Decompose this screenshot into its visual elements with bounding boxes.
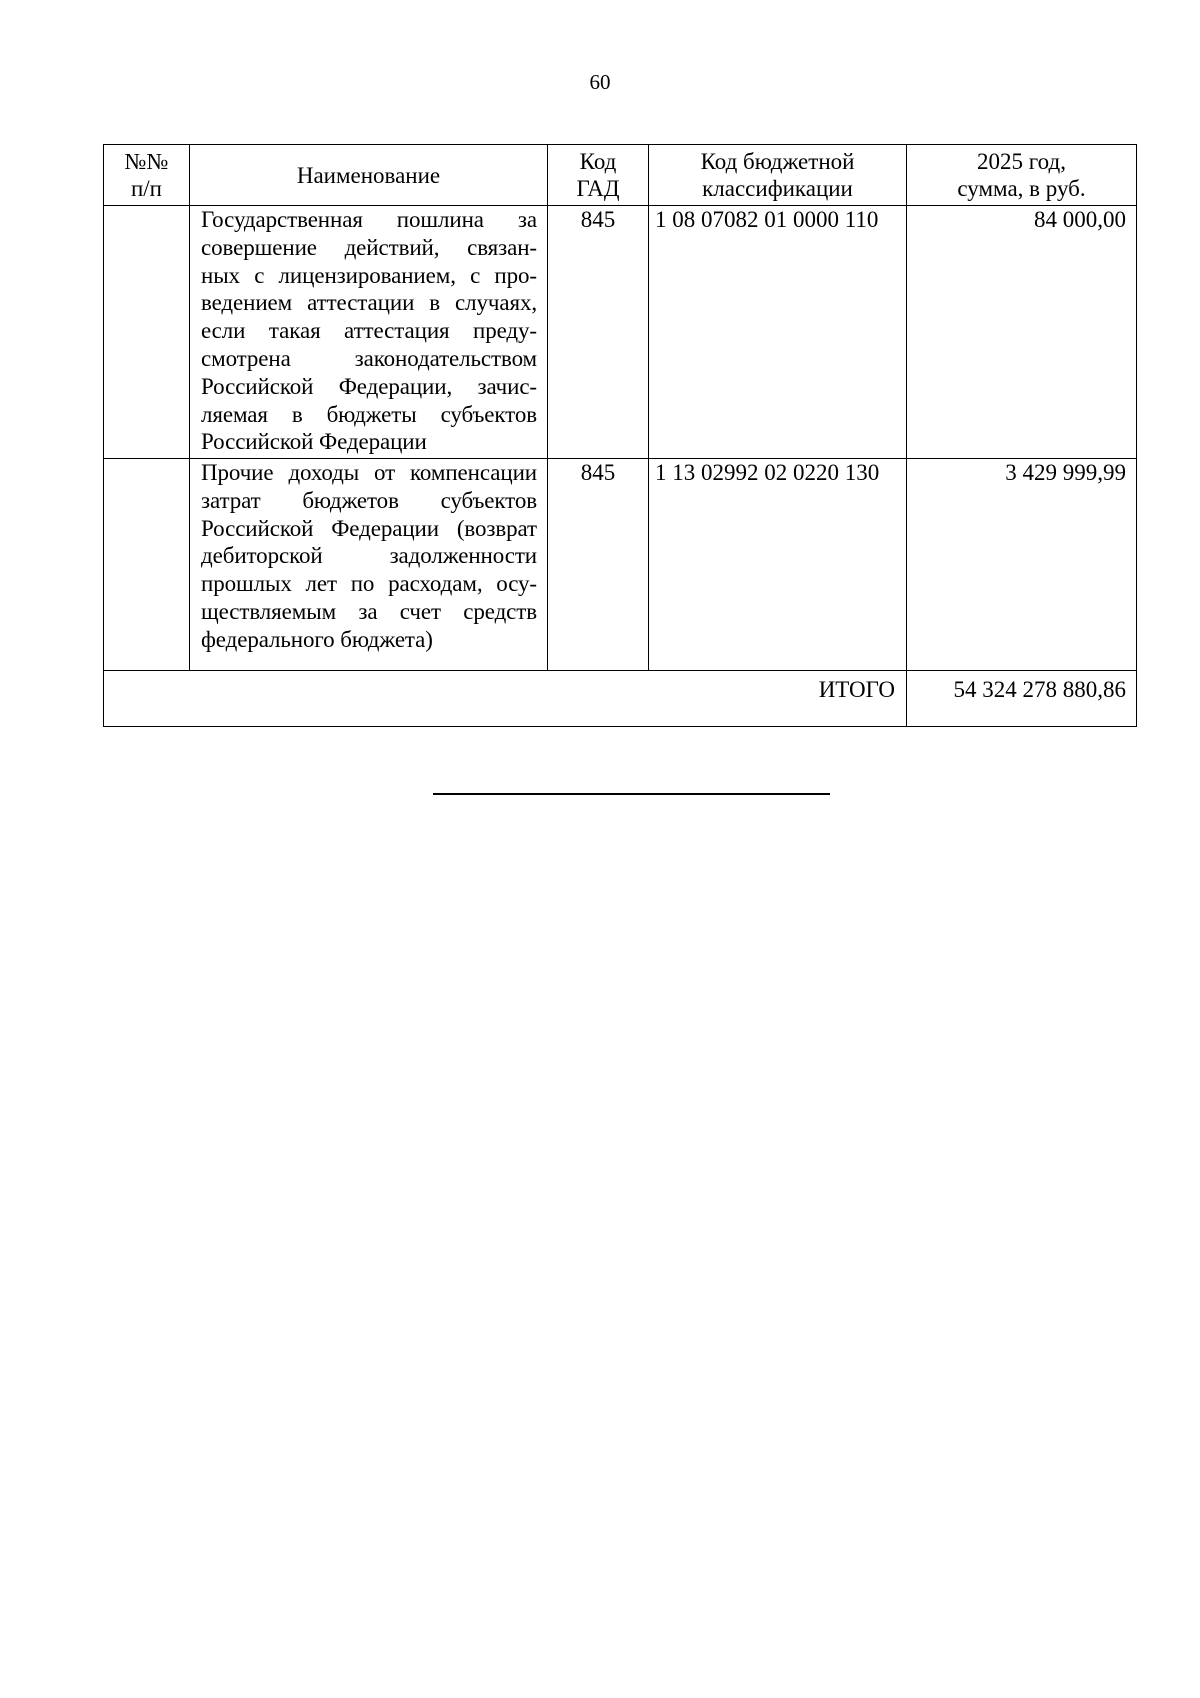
row-name-line: совершение действий, связан-	[201, 234, 537, 260]
header-sum-line-1: 2025 год,	[977, 149, 1066, 174]
total-row	[104, 671, 1137, 727]
row-name-line: дебиторской задолженности	[201, 543, 537, 569]
header-gad-line-2: ГАД	[576, 176, 620, 201]
header-sum-line-2: сумма, в руб.	[957, 176, 1086, 201]
row-name-line: ных с лицензированием, с про-	[201, 262, 537, 288]
row-name-line: ведением аттестации в случаях,	[201, 290, 537, 316]
table-row	[104, 459, 1137, 671]
header-kbk-line-1: Код бюджетной	[700, 149, 855, 174]
row-kbk-cell: 1 13 02992 02 0220 130	[649, 459, 907, 671]
header-gad	[548, 145, 649, 206]
row-name-line: прошлых лет по расходам, осу-	[201, 571, 537, 597]
row-sum-cell: 84 000,00	[907, 206, 1137, 459]
row-name-cell	[190, 206, 548, 459]
row-sum-cell: 3 429 999,99	[907, 459, 1137, 671]
row-kbk-cell: 1 08 07082 01 0000 110	[649, 206, 907, 459]
row-name-line: ляемая в бюджеты субъектов	[201, 401, 537, 427]
end-rule-divider	[433, 793, 830, 795]
header-num-line-1: №№	[124, 149, 169, 174]
row-name-line: смотрена законодательством	[201, 345, 537, 371]
total-value: 54 324 278 880,86	[907, 671, 1137, 727]
page-number: 60	[589, 70, 611, 94]
table-header-row	[104, 145, 1137, 206]
budget-revenue-table	[103, 144, 1137, 727]
row-name-line: Российской Федерации (возврат	[201, 515, 537, 541]
row-name-line: федерального бюджета)	[201, 626, 433, 652]
row-name-line: Прочие доходы от компенсации	[201, 460, 537, 485]
header-kbk	[649, 145, 907, 206]
header-gad-line-1: Код	[579, 149, 617, 174]
header-name-text: Наименование	[296, 162, 441, 188]
total-label: ИТОГО	[104, 671, 907, 727]
row-num-cell	[104, 459, 190, 671]
row-name-cell	[190, 459, 548, 671]
header-kbk-line-2: классификации	[702, 176, 853, 201]
row-name-line: если такая аттестация преду-	[201, 318, 537, 344]
row-name-line: Государственная пошлина за	[201, 207, 537, 232]
table-row	[104, 206, 1137, 459]
row-name-line: ществляемым за счет средств	[201, 598, 537, 624]
row-num-cell	[104, 206, 190, 459]
row-name-line: затрат бюджетов субъектов	[201, 487, 537, 513]
header-num-line-2: п/п	[130, 176, 162, 201]
row-gad-cell: 845	[548, 206, 649, 459]
header-num	[104, 145, 190, 206]
row-gad-cell: 845	[548, 459, 649, 671]
row-name-line: Российской Федерации	[201, 429, 427, 455]
row-name-line: Российской Федерации, зачис-	[201, 373, 537, 399]
header-name	[190, 145, 548, 206]
header-sum	[907, 145, 1137, 206]
